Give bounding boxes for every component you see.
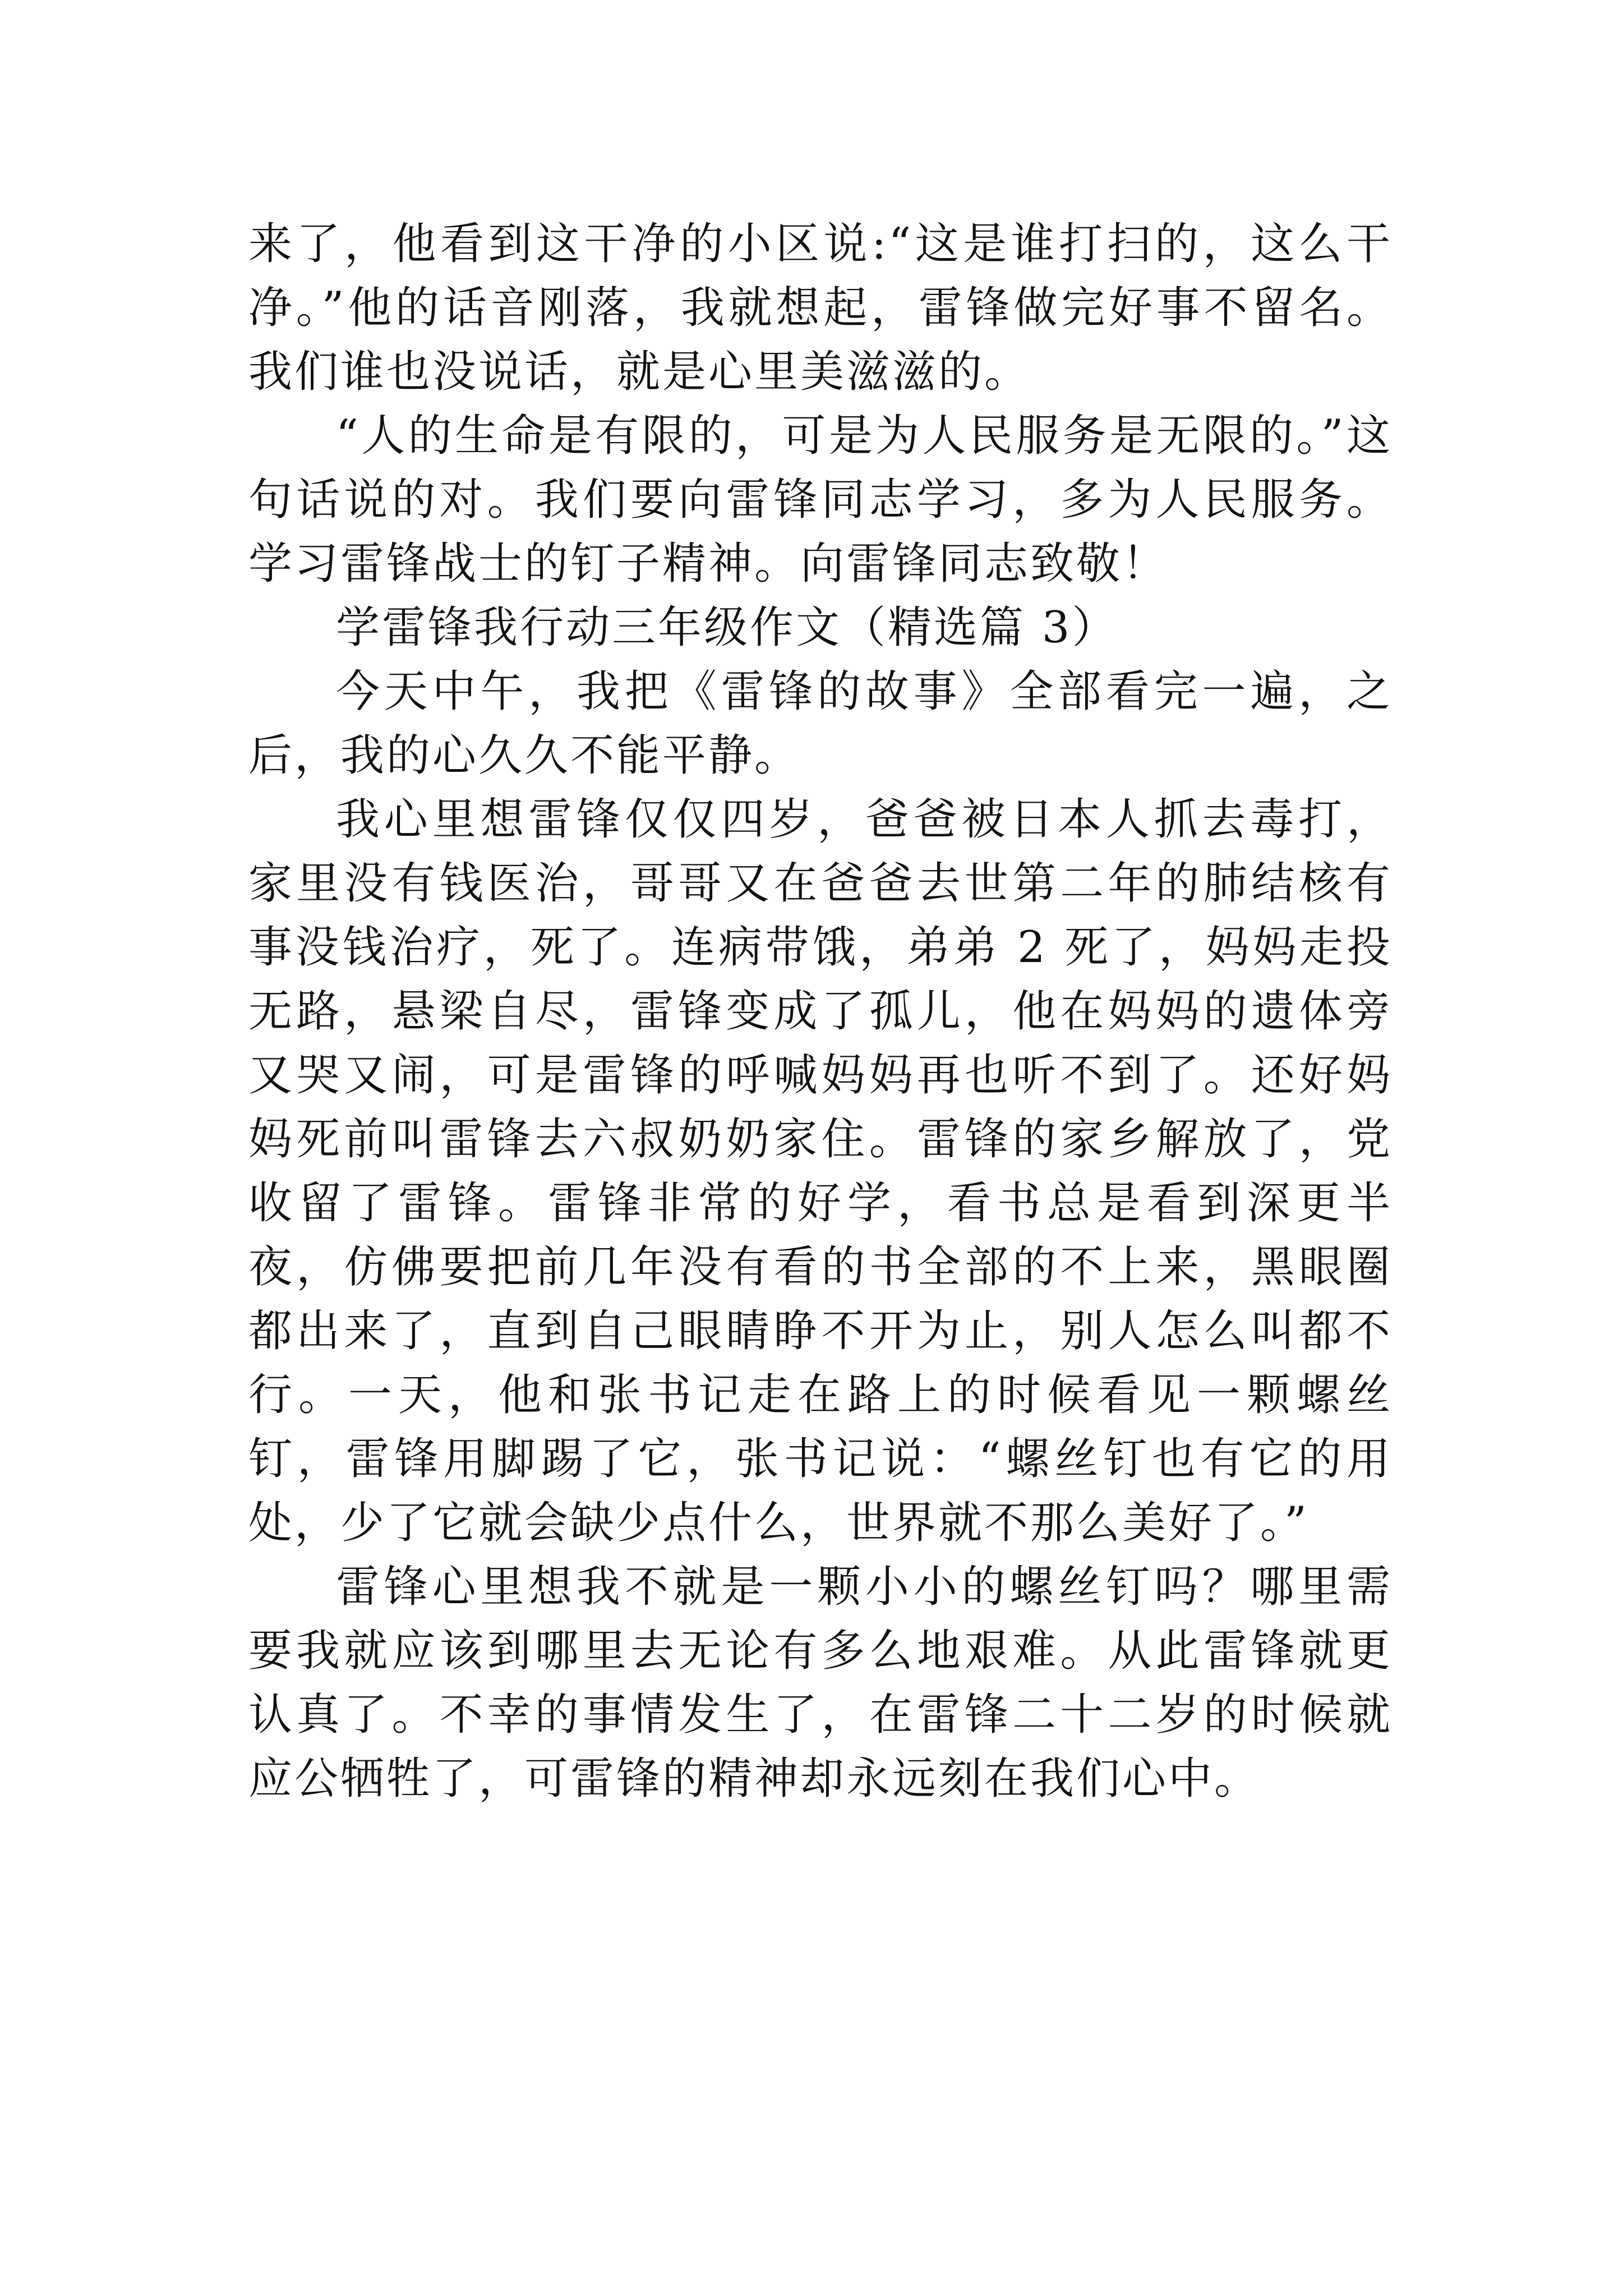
paragraph-quote: “人的生命是有限的，可是为人民服务是无限的。”这句话说的对。我们要向雷锋同志学习，多为人民服务。学习雷锋战士的钉子精神。向雷锋同志致敬！ [248,411,1393,589]
article-body [248,212,1393,1811]
paragraph-story: 我心里想雷锋仅仅四岁，爸爸被日本人抓去毒打，家里没有钱医治，哥哥又在爸爸去世第二年的肺结核有事没钱治疗，死了。连病带饿，弟弟 2 死了，妈妈走投无路，悬梁自尽，雷锋变成了孤儿，他在妈妈的遗体旁又哭又闹，可是雷锋的呼喊妈妈再也听不到了。还好妈妈死前叫雷锋去六叔奶奶家住。雷锋的家乡解放了，党收留了雷锋。雷锋非常的好学，看书总是看到深更半夜，仿佛要把前几年没有看的书全部的不上来，黑眼圈都出来了，直到自己眼睛睁不开为止，别人怎么叫都不行。一天，他和张书记走在路上的时候看见一颗螺丝钉，雷锋用脚踢了它，张书记说：“螺丝钉也有它的用处，少了它就会缺少点什么，世界就不那么美好了。” [248,794,1393,1548]
paragraph-intro: 今天中午，我把《雷锋的故事》全部看完一遍，之后，我的心久久不能平静。 [248,666,1393,781]
paragraph-conclusion: 雷锋心里想我不就是一颗小小的螺丝钉吗？哪里需要我就应该到哪里去无论有多么地艰难。从此雷锋就更认真了。不幸的事情发生了，在雷锋二十二岁的时候就应公牺牲了，可雷锋的精神却永远刻在我们心中。 [248,1562,1393,1804]
paragraph-continuation: 来了，他看到这干净的小区说:“这是谁打扫的，这么干净。”他的话音刚落，我就想起，雷锋做完好事不留名。我们谁也没说话，就是心里美滋滋的。 [248,219,1393,397]
section-heading: 学雷锋我行动三年级作文（精选篇 3） [336,602,1118,653]
